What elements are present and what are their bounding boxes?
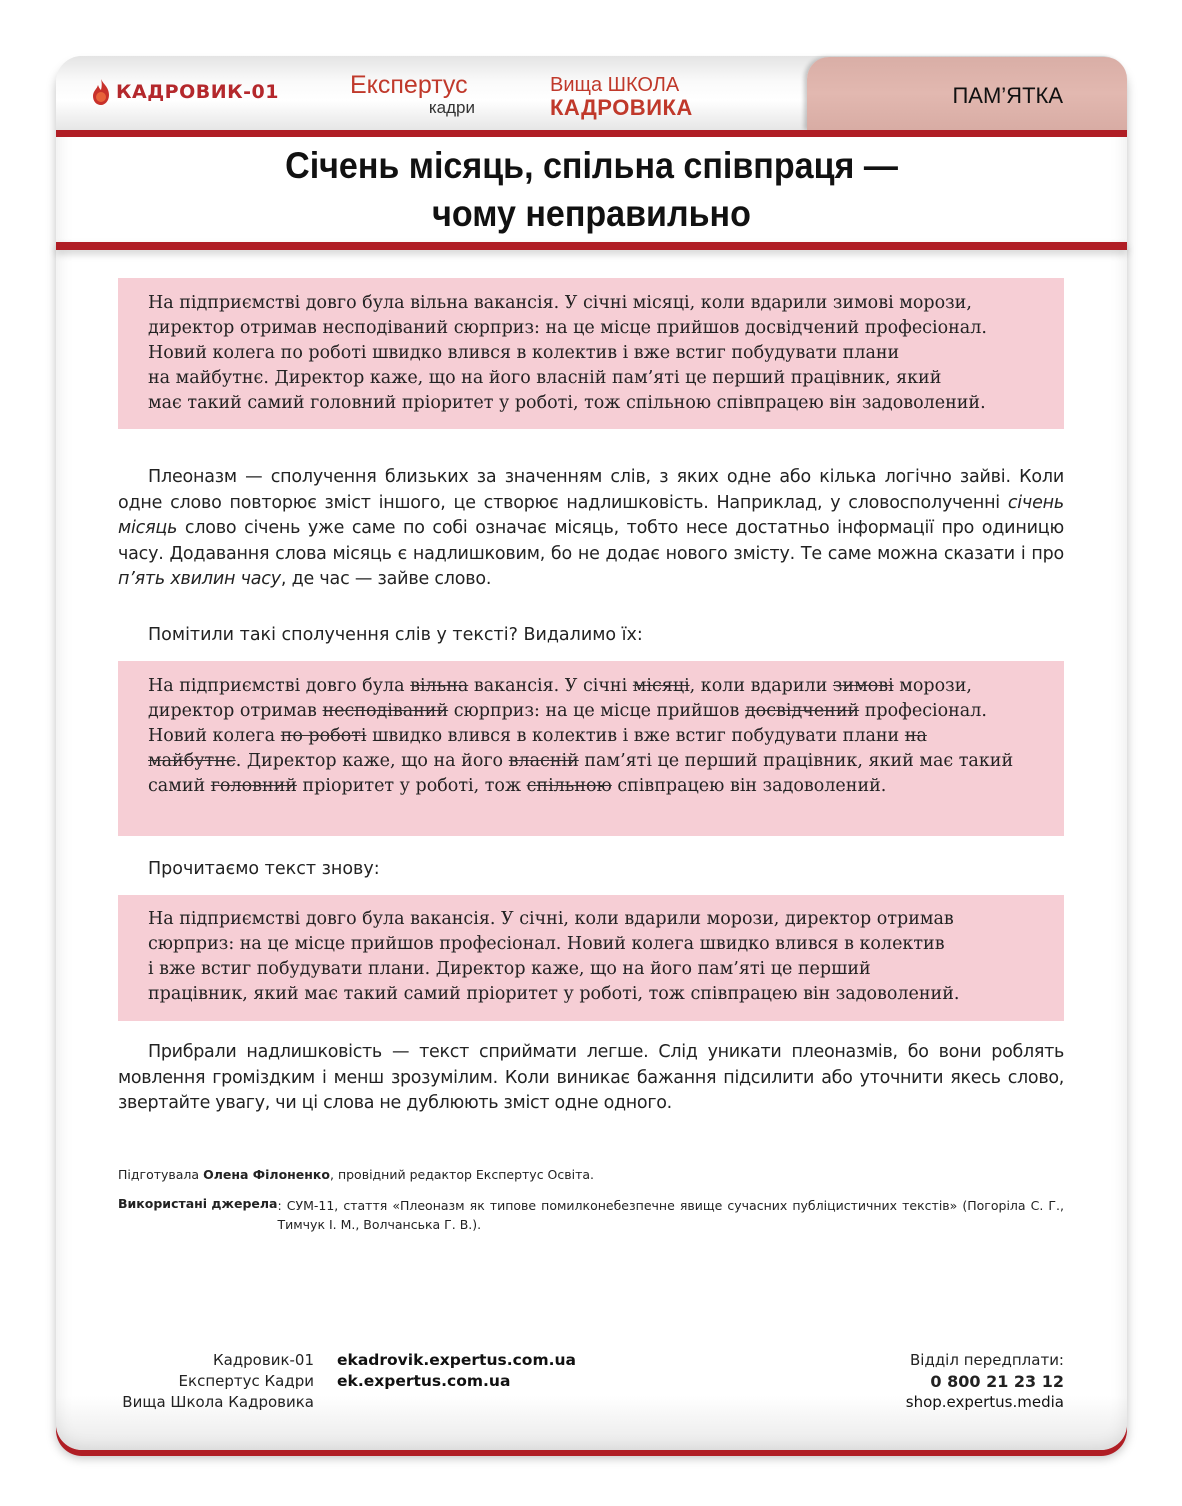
clean-line: і вже встиг побудувати плани. Директор каже, що на його пам’яті це перший — [148, 959, 871, 979]
kept-text: співпрацею він задоволений. — [611, 776, 887, 796]
redundant-word: на майбутнє — [148, 726, 927, 771]
kept-text: , коли вдарили — [689, 676, 833, 696]
redundant-word: несподіваний — [322, 701, 449, 721]
flame-icon — [90, 78, 112, 106]
redundant-word: місяці — [632, 676, 690, 696]
sources-label: Використані джерела — [118, 1196, 278, 1211]
shop-link[interactable]: shop.expertus.media — [905, 1393, 1064, 1411]
clean-line: На підприємстві довго була вакансія. У січні, коли вдарили морози, директор отримав — [148, 909, 954, 929]
clean-line: сюрприз: на це місце прийшов професіонал. Новий колега швидко влився в колектив — [148, 934, 945, 954]
author-role: , провідний редактор Експертус Освіта. — [330, 1167, 595, 1182]
tab-memo — [807, 57, 1127, 130]
sources — [118, 1196, 1064, 1234]
logo-school — [550, 74, 693, 120]
title-line-1: Січень місяць, спільна співпраця — — [285, 145, 898, 186]
footer-products — [110, 1350, 314, 1413]
conclusion — [118, 1040, 1064, 1117]
subscription-label: Відділ передплати: — [909, 1351, 1064, 1369]
original-text-box — [118, 278, 1064, 429]
redundant-word: власній — [508, 751, 579, 771]
original-line: Новий колега по роботі швидко влився в колектив і вже встиг побудувати плани — [148, 343, 900, 363]
redundant-word: по роботі — [280, 726, 367, 746]
remove-prompt-text: Помітили такі сполучення слів у тексті? Видалимо їх: — [148, 625, 643, 645]
header-divider — [56, 130, 1127, 137]
kept-text: пам’яті це перший працівник, який має такий самий — [148, 751, 1014, 796]
footer-subscription — [906, 1350, 1064, 1413]
explanation-text: Плеоназм — сполучення близьких за значенням слів, з яких одне або кілька логічно зайві. Коли одне слово повторює зміст іншого, це створює надлишковість. Наприклад, у словосполученні — [118, 467, 1064, 513]
logo-school-bottom: КАДРОВИКА — [550, 95, 693, 120]
struck-text-box — [118, 661, 1064, 836]
clean-line: працівник, який має такий самий пріоритет у роботі, тож співпрацею він задоволений. — [148, 984, 960, 1004]
kept-text: . Директор каже, що на його — [235, 751, 509, 771]
kept-text: морози, директор отримав — [148, 676, 972, 721]
kept-text: вакансія. У січні — [468, 676, 633, 696]
kept-text: сюрприз: на це місце прийшов — [448, 701, 745, 721]
footer-links — [337, 1350, 576, 1392]
kept-text: пріоритет у роботі, тож — [296, 776, 527, 796]
remove-prompt — [118, 623, 1064, 649]
prepared-by-label: Підготувала — [118, 1167, 204, 1182]
author-name: Олена Філоненко — [203, 1167, 330, 1182]
logo-expertus — [350, 72, 475, 118]
explanation-text: слово січень уже саме по собі означає місяць, тобто несе достатньо інформації про одиницю часу. Додавання слова місяць є надлишковим, бо не додає нового змісту. Те саме можна сказати і про — [118, 518, 1064, 564]
example-term: п’ять хвилин часу — [118, 569, 281, 589]
logo-expertus-main: Експертус — [350, 71, 468, 99]
redundant-word: спільною — [526, 776, 612, 796]
kept-text: швидко влився в колектив і вже встиг побудувати плани — [366, 726, 905, 746]
credits-author — [118, 1167, 1064, 1182]
original-line: директор отримав несподіваний сюрприз: на це місце прийшов досвідчений професіонал. — [148, 318, 987, 338]
footer-link-ekadrovik[interactable]: ekadrovik.expertus.com.ua — [337, 1351, 576, 1369]
reread-label — [118, 857, 1064, 883]
footer-product: Кадровик-01 — [212, 1351, 314, 1369]
title-divider — [56, 242, 1127, 250]
redundant-word: головний — [210, 776, 297, 796]
pleonasm-explanation — [118, 465, 1064, 593]
redundant-word: досвідчений — [744, 701, 860, 721]
example-term: січень місяць — [118, 492, 1064, 538]
kept-text: На підприємстві довго була — [148, 676, 411, 696]
original-line: має такий самий головний пріоритет у роботі, тож спільною співпрацею він задоволений. — [148, 393, 986, 413]
redundant-word: зимові — [832, 676, 894, 696]
logo-school-top: Вища ШКОЛА — [550, 74, 680, 96]
page-title — [99, 142, 1084, 238]
original-line: На підприємстві довго була вільна вакансія. У січні місяці, коли вдарили зимові морози, — [148, 293, 972, 313]
footer-product: Вища Школа Кадровика — [122, 1393, 314, 1411]
logo-expertus-sub: кадри — [428, 98, 475, 117]
credits — [118, 1167, 1064, 1234]
subscription-phone[interactable]: 0 800 21 23 12 — [930, 1372, 1064, 1391]
sources-text: : СУМ-11, стаття «Плеоназм як типове помилконебезпечне явище сучасних публіцистичних текстів» (Погоріла С. Г., Тимчук І. М., Волчанська Г. В.). — [277, 1198, 1064, 1232]
logo-kadrovik-text: КАДРОВИК-01 — [116, 81, 279, 103]
explanation-text: , де час — зайве слово. — [280, 569, 492, 589]
clean-text-box — [118, 895, 1064, 1021]
kept-text: професіонал. Новий колега — [148, 701, 987, 746]
conclusion-text: Прибрали надлишковість — текст сприймати легше. Слід уникати плеоназмів, бо вони роблять мовлення громіздким і менш зрозумілим. Коли виникає бажання підсилити або уточнити якесь слово, звертайте увагу, чи ці слова не дублюють зміст одне одного. — [118, 1042, 1064, 1113]
logo-kadrovik — [90, 78, 279, 106]
original-line: на майбутнє. Директор каже, що на його власній пам’яті це перший працівник, який — [148, 368, 942, 388]
struck-paragraph — [148, 674, 1018, 799]
tab-memo-label: ПАМ’ЯТКА — [952, 83, 1063, 108]
footer-link-ek[interactable]: ek.expertus.com.ua — [337, 1372, 511, 1390]
redundant-word: вільна — [410, 676, 469, 696]
reread-label-text: Прочитаємо текст знову: — [148, 859, 380, 879]
footer-product: Експертус Кадри — [178, 1372, 314, 1390]
title-line-2: чому неправильно — [432, 193, 751, 234]
